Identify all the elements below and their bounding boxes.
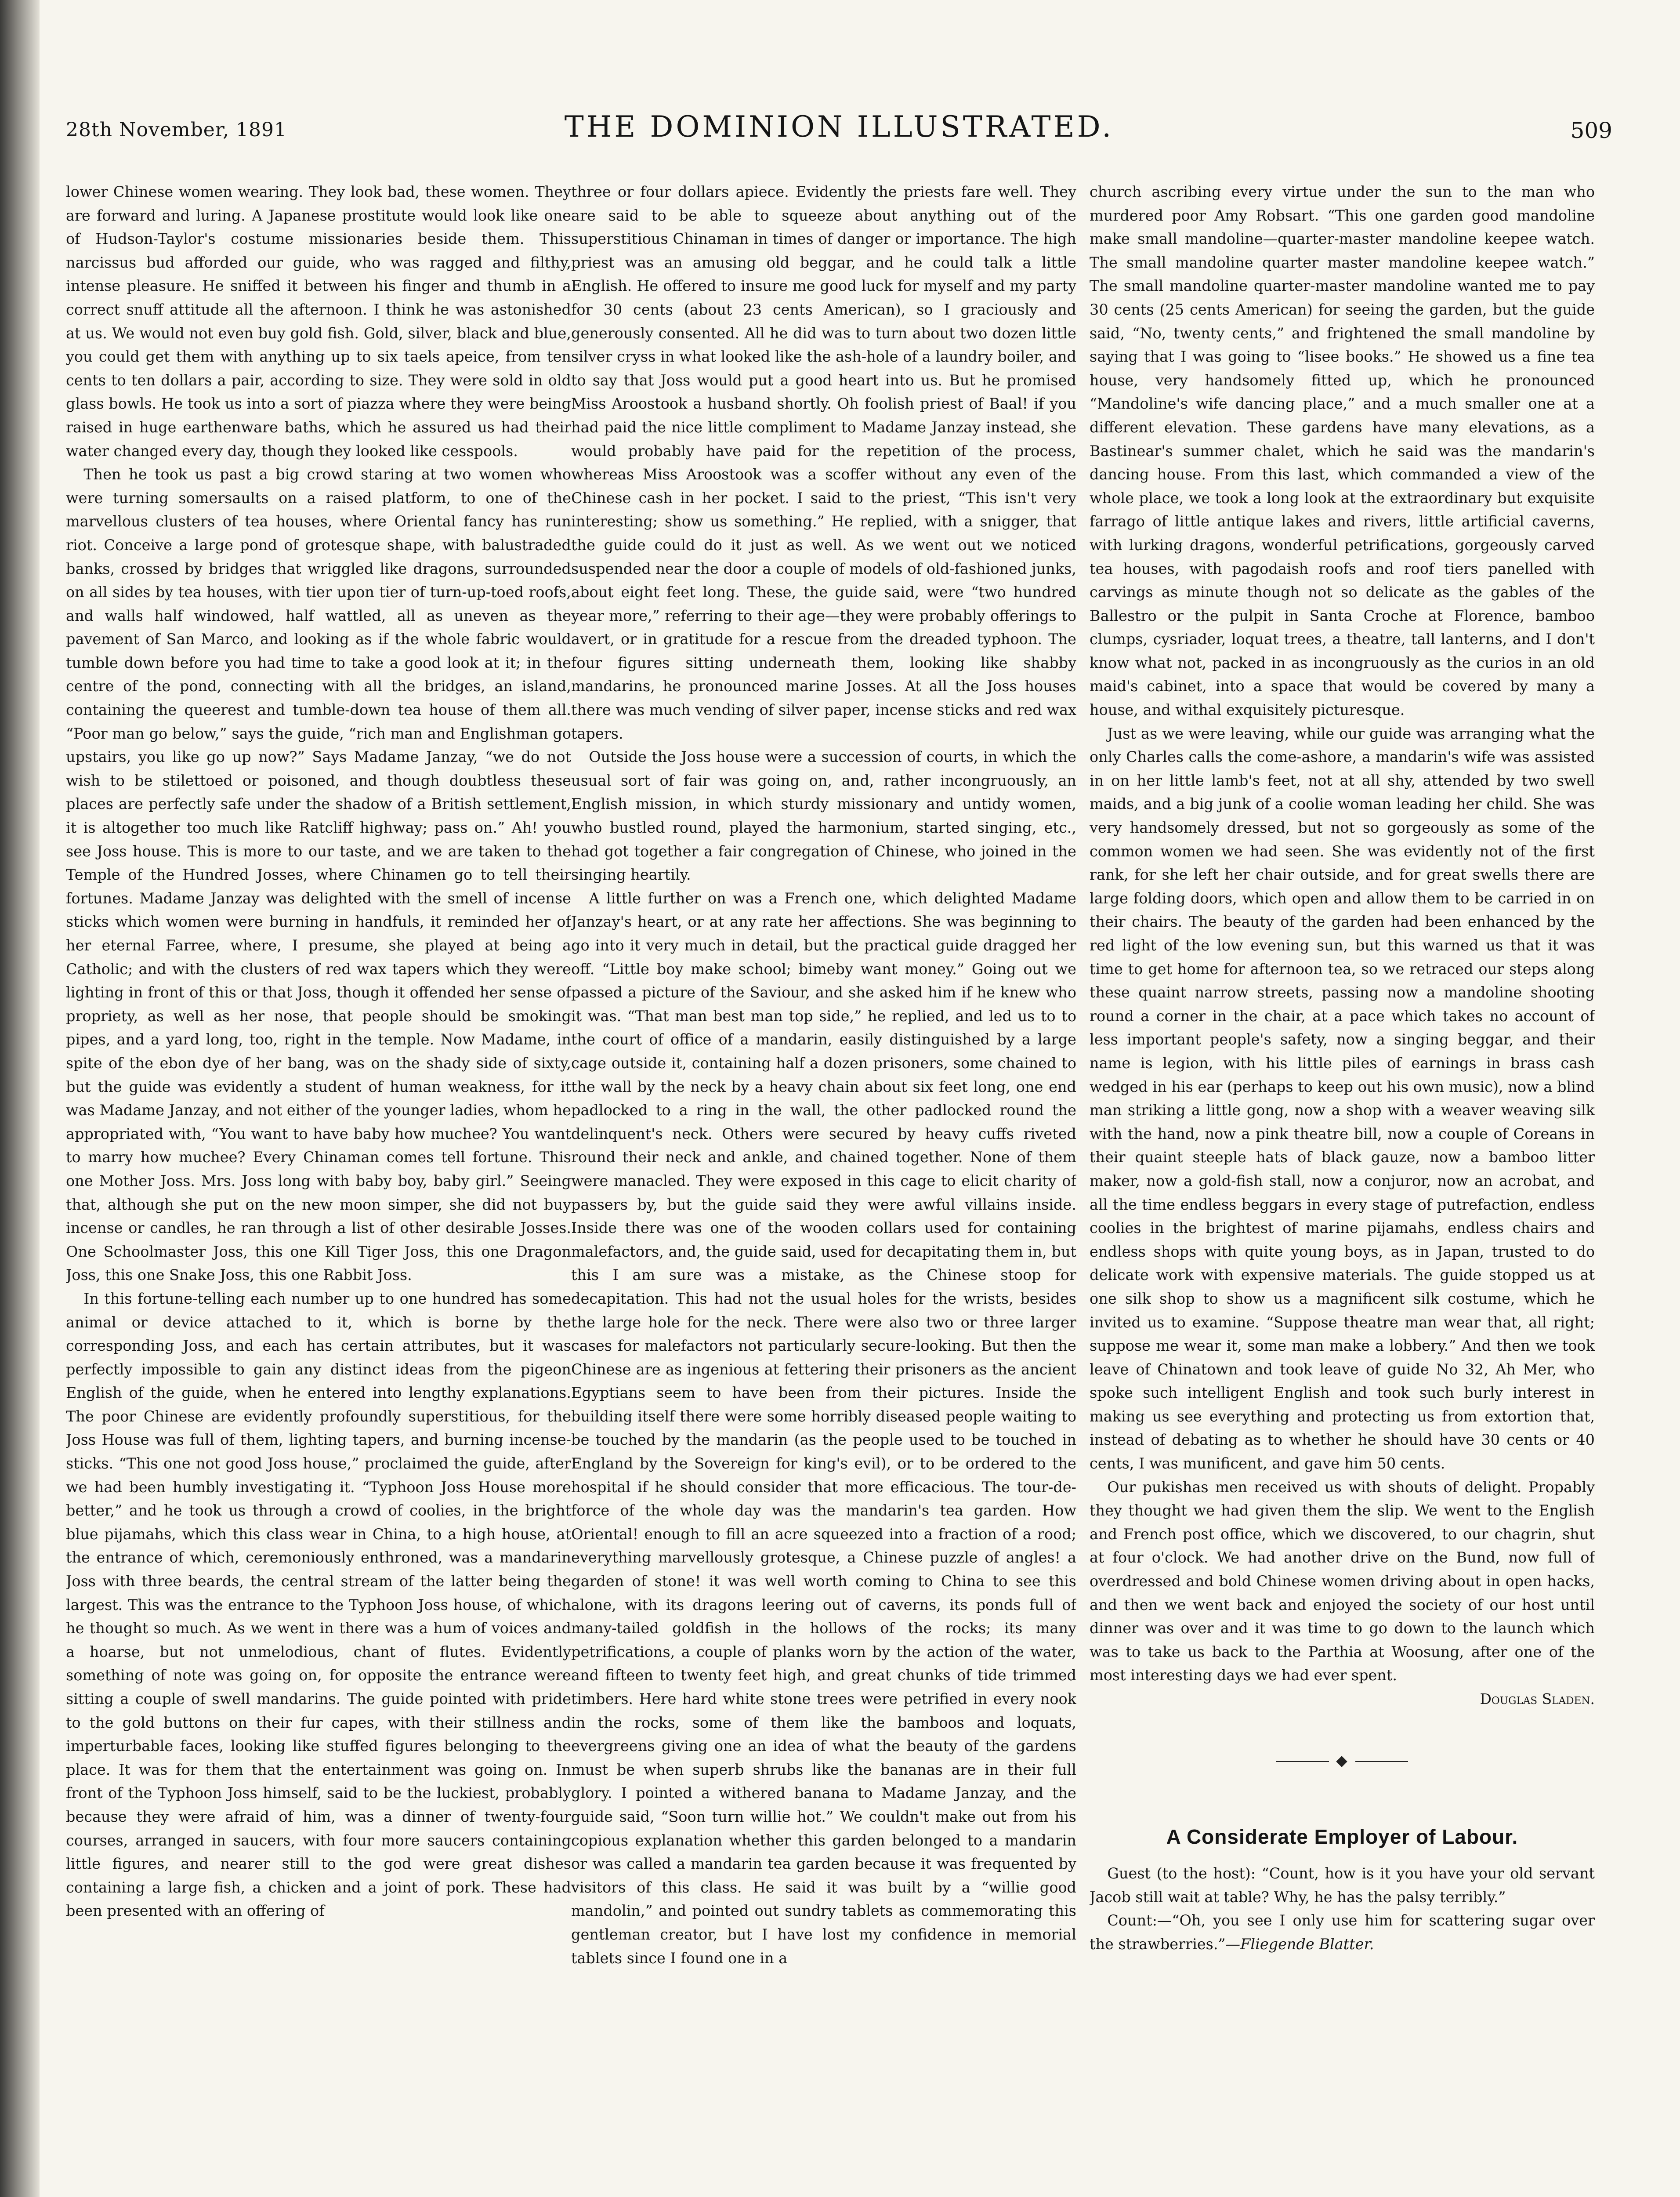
column-1 <box>66 180 571 2197</box>
publication-title: THE DOMINION ILLUSTRATED. <box>564 110 1114 144</box>
section-divider <box>1276 1755 1408 1768</box>
page-number: 509 <box>1570 118 1612 143</box>
author-signature: Douglas Sladen. <box>1480 1690 1595 1708</box>
column-3 <box>1090 180 1595 2197</box>
page-header <box>66 101 1612 167</box>
divider-rule-right <box>1355 1761 1408 1762</box>
paragraph: In this fortune-telling each number up to one hundred has some animal or device attached to it, which is borne by the corresponding Joss, and each has certain attributes, but it was perfectly impossible to gain any distinct ideas from the pigeon English of the guide, when he entered into lengthy explanations. The poor Chinese are evidently profoundly superstitious, for the Joss House was full of them, lighting tapers, and burning incense-sticks. “This one not good Joss house,” proclaimed the guide, after we had been humbly investigating it. “Typhoon Joss House more better,” and he took us through a crowd of coolies, in the bright blue pijamahs, which this class wear in China, to a high house, at the entrance of which, ceremoniously enthroned, was a mandarin Joss with three beards, the central stream of the latter being the largest. This was the entrance to the Typhoon Joss house, of which he thought so much. As we went in there was a hum of voices and a hoarse, but not unmelodious, chant of flutes. Evidently something of note was going on, for opposite the entrance were sitting a couple of swell mandarins. The guide pointed with pride to the gold buttons on their fur capes, with their stillness and imperturbable faces, looking like stuffed figures belonging to the place. It was for them that the entertainment was going on. In front of the Typhoon Joss himself, said to be the luckiest, probably because they were afraid of him, was a dinner of twenty-four courses, arranged in saucers, with four more saucers containing little figures, and nearer still to the god were great dishes containing a large fish, a chicken and a joint of pork. These had been presented with an offering of <box>66 1290 571 1920</box>
anecdote-title: A Considerate Employer of Labour. <box>1166 1825 1518 1848</box>
paragraph: lower Chinese women wearing. They look bad, these women. They are forward and luring. A Japanese prostitute would look like one of Hudson-Taylor's costume missionaries beside them. This narcissus bud afforded our guide, who was ragged and filthy, intense pleasure. He sniffed it between his finger and thumb in a correct snuff attitude all the afternoon. I think he was astonished at us. We would not even buy gold fish. Gold, silver, black and blue, you could get them with anything up to six taels apeice, from ten cents to ten dollars a pair, according to size. They were sold in old glass bowls. He took us into a sort of piazza where they were being raised in huge earthenware baths, which he assured us had their water changed every day, though they looked like cesspools. <box>66 183 571 460</box>
paragraph: Just as we were leaving, while our guide was arranging what the only Charles calls the come-ashore, a mandarin's wife was assisted in on her little lamb's feet, not at all shy, attended by two swell maids, and a big junk of a coolie woman leading her child. She was very handsomely dressed, but not so gorgeously as some of the common women we had seen. She was evidently not of the first rank, for she left her chair outside, and for great swells there are large folding doors, which open and allow them to be carried in on their chairs. The beauty of the garden had been enhanced by the red light of the low evening sun, but this warned us that it was time to get home for afternoon tea, so we retraced our steps along these quaint narrow streets, passing now a mandoline shooting round a corner in the chair, at a pace which takes no account of less important people's safety, now a singing beggar, and their name is legion, with his little piles of earnings in brass cash wedged in his ear (perhaps to keep out his own music), now a blind man striking a little gong, now a shop with a weaver weaving silk with the hand, now a pink theatre bill, now a couple of Coreans in their quaint steeple hats of black gauze, now a bamboo litter maker, now a gold-fish stall, now a conjuror, now an acrobat, and all the time endless beggars in every stage of putrefaction, endless coolies in the brightest of marine pijamahs, endless chairs and endless shops with quite young boys, as in Japan, trusted to do delicate work with expensive materials. The guide stopped us at one silk shop to show us a magnificent silk costume, which he invited us to examine. “Suppose theatre man wear that, all right; suppose me wear it, some man make a lobbery.” And then we took leave of Chinatown and took leave of guide No 32, Ah Mer, who spoke such intelligent English and took such burly interest in making us see everything and protecting us from extortion that, instead of debating as to whether he should have 30 cents or 40 cents, I was munificent, and gave him 50 cents. <box>1090 725 1595 1472</box>
anecdote-count-text: Count:—“Oh, you see I only use him for scattering sugar over the strawberries.” <box>1090 1912 1595 1953</box>
divider-ornament-icon <box>1336 1756 1347 1767</box>
page-binding-edge <box>0 0 40 2197</box>
header-date: 28th November, 1891 <box>66 119 287 141</box>
paragraph: church ascribing every virtue under the sun to the man who murdered poor Amy Robsart. “This one garden good mandoline make small mandoline—quarter-master mandoline keepee watch. The small mandoline quarter master mandoline keepee watch.” The small mandoline quarter-master mandoline wanted me to pay 30 cents (25 cents American) for seeing the garden, but the guide said, “No, twenty cents,” and frightened the small mandoline by saying that I was going to “lisee books.” He showed us a fine tea house, very handsomely fitted up, which he pronounced “Mandoline's wife dancing place,” and a much smaller one at a different elevation. These gardens have many elevations, as a Bastinear's summer chalet, which he said was the mandarin's dancing house. From this last, which commanded a view of the whole place, we took a long look at the extraordinary but exquisite farrago of little antique lakes and rivers, little artificial caverns, with lurking dragons, wonderful petrifications, gorgeously carved tea houses, with pagodaish roofs and roof tiers panelled with carvings as minute though not so delicate as the gables of the Ballestro or the pulpit in Santa Croche at Florence, bamboo clumps, cysriader, loquat trees, a theatre, tall lanterns, and I don't know what not, packed in as incongruously as the curios in an old maid's cabinet, into a space that would be covered by many a house, and withal exquisitely picturesque. <box>1090 183 1595 719</box>
paragraph: Then he took us past a big crowd staring at two women who were turning somersaults on a raised platform, to one of the marvellous clusters of tea houses, where Oriental fancy has run riot. Conceive a large pond of grotesque shape, with balustraded banks, crossed by bridges that wriggled like dragons, surrounded on all sides by tea houses, with tier upon tier of turn-up-toed roofs, and walls half windowed, half wattled, all as uneven as the pavement of San Marco, and looking as if the whole fabric would tumble down before you had time to take a good look at it; in the centre of the pond, connecting with all the bridges, an island, containing the queerest and tumble-down tea house of them all. “Poor man go below,” says the guide, “rich man and Englishman go upstairs, you like go up now?” Says Madame Janzay, “we do not wish to be stilettoed or poisoned, and though doubtless these places are perfectly safe under the shadow of a British settlement, it is altogether too much like Ratcliff highway; pass on.” Ah! you see Joss house. This is more to our taste, and we are taken to the Temple of the Hundred Josses, where Chinamen go to tell their fortunes. Madame Janzay was delighted with the smell of incense sticks which women were burning in handfuls, it reminded her of her eternal Farree, where, I presume, she played at being a Catholic; and with the clusters of red wax tapers which they were lighting in front of this or that Joss, though it offended her sense of propriety, as well as her nose, that people should be smoking pipes, and a yard long, too, right in the temple. Now Madame, in spite of the ebon dye of her bang, was on the shady side of sixty, but the guide was evidently a student of human weakness, for it was Madame Janzay, and not either of the younger ladies, whom he appropriated with, “You want to have baby how muchee? You want to marry how muchee? Every Chinaman comes tell fortune. This one Mother Joss. Mrs. Joss long with baby boy, baby girl.” Seeing that, although she put on the new moon simper, she did not buy incense or candles, he ran through a list of other desirable Josses. One Schoolmaster Joss, this one Kill Tiger Joss, this one Dragon Joss, this one Snake Joss, this one Rabbit Joss. <box>66 466 571 1284</box>
paragraph: Our pukishas men received us with shouts of delight. Propably they thought we had given them the slip. We went to the English and French post office, which we discovered, to our chagrin, shut at four o'clock. We had another drive on the Bund, now full of overdressed and bold Chinese women driving about in open hacks, and then we went back and enjoyed the society of our host until dinner was over and it was time to go down to the launch which was to take us back to the Parthia at Woosung, after one of the most interesting days we had ever spent. <box>1090 1478 1595 1684</box>
paragraph: A little further on was a French one, which delighted Madame Janzay's heart, or at any rate her affections. She was beginning to go into it very much in detail, but the practical guide dragged her off. “Little boy make school; bimeby want money.” Going out we passed a picture of the Saviour, and she asked him if he knew who it was. “That man best man top side,” he replied, and led us to to the court of office of a mandarin, easily distinguished by a large cage outside it, containing half a dozen prisoners, some chained to the wall by the neck by a heavy chain about six feet long, one end padlocked to a ring in the wall, the other padlocked round the delinquent's neck. Others were secured by heavy cuffs riveted round their neck and ankle, and chained together. None of them were manacled. They were exposed in this cage to elicit charity of passers by, but the guide said they were awful villains inside. Inside there was one of the wooden collars used for containing malefactors, and, the guide said, used for decapitating them in, but this I am sure was a mistake, as the Chinese stoop for decapitation. This had not the usual holes for the wrists, besides the large hole for the neck. There were also two or three larger cases for malefactors not particularly secure-looking. But then the Chinese are as ingenious at fettering their prisoners as the ancient Egyptians seem to have been from their pictures. Inside the building itself there were some horribly diseased people waiting to be touched by the mandarin (as the people used to be touched in England by the Sovereign for king's evil), or to be ordered to the hospital if he should consider that more efficacious. The tour-de-force of the whole day was the mandarin's tea garden. How Oriental! enough to fill an acre squeezed into a fraction of a rood; everything marvellously grotesque, a Chinese puzzle of angles! a garden of stone! it was well worth coming to China to see this alone, with its dragons leering out of caverns, its ponds full of many-tailed goldfish in the hollows of the rocks; its many petrifications, a couple of planks worn by the action of the water, and fifteen to twenty feet high, and great chunks of tide trimmed timbers. Here hard white stone trees were petrified in every nook in the rocks, some of them like the bamboos and loquats, evergreens giving one an idea of what the beauty of the gardens must be when superb shrubs like the bananas are in their full glory. I pointed a withered banana to Madame Janzay, and the guide said, “Soon turn willie hot.” We couldn't make out from his copious explanation whether this garden belonged to a mandarin or was called a mandarin tea garden because it was frequented by visitors of this class. He said it was built by a “willie good mandolin,” and pointed out sundry tablets as commemorating this gentleman creator, but I have lost my confidence in memorial tablets since I found one in a <box>571 889 1076 1967</box>
divider-rule-left <box>1276 1761 1329 1762</box>
anecdote-source: —Fliegende Blatter. <box>1225 1935 1374 1953</box>
anecdote-guest-line: Guest (to the host): “Count, how is it you have your old servant Jacob still wait at table? Why, he has the palsy terribly.” <box>1090 1865 1595 1906</box>
paragraph: three or four dollars apiece. Evidently the priests fare well. They are said to be able to squeeze about anything out of the superstitious Chinaman in times of danger or importance. The high priest was an amusing old beggar, and he could talk a little English. He offered to insure me good luck for myself and my party for 30 cents (about 23 cents American), so I graciously and generously consented. All he did was to turn about two dozen little silver cryss in what looked like the ash-hole of a laundry boiler, and to say that Joss would put a good heart into us. But he promised Miss Aroostook a husband shortly. Oh foolish priest of Baal! if you had paid the nice little compliment to Madame Janzay instead, she would probably have paid for the repetition of the process, whereas Miss Aroostook was a scoffer without any even of the Chinese cash in her pocket. I said to the priest, “This isn't very interesting; show us something.” He replied, with a snigger, that the guide could do it just as well. As we went out we noticed suspended near the door a couple of models of old-fashioned junks, about eight feet long. These, the guide said, were “two hundred year more,” referring to their age—they were probably offerings to avert, or in gratitude for a rescue from the dreaded typhoon. The four figures sitting underneath them, looking like shabby mandarins, he pronounced marine Josses. At all the Joss houses there was much vending of silver paper, incense sticks and red wax tapers. <box>571 183 1076 742</box>
column-2 <box>571 180 1076 2197</box>
anecdote-count-line <box>1090 1909 1595 1956</box>
paragraph: Outside the Joss house were a succession of courts, in which the usual sort of fair was going on, and, rather incongruously, an English mission, in which sturdy missionary and untidy women, who bustled round, played the harmonium, started singing, etc., had got together a fair congregation of Chinese, who joined in the singing heartily. <box>571 748 1076 884</box>
